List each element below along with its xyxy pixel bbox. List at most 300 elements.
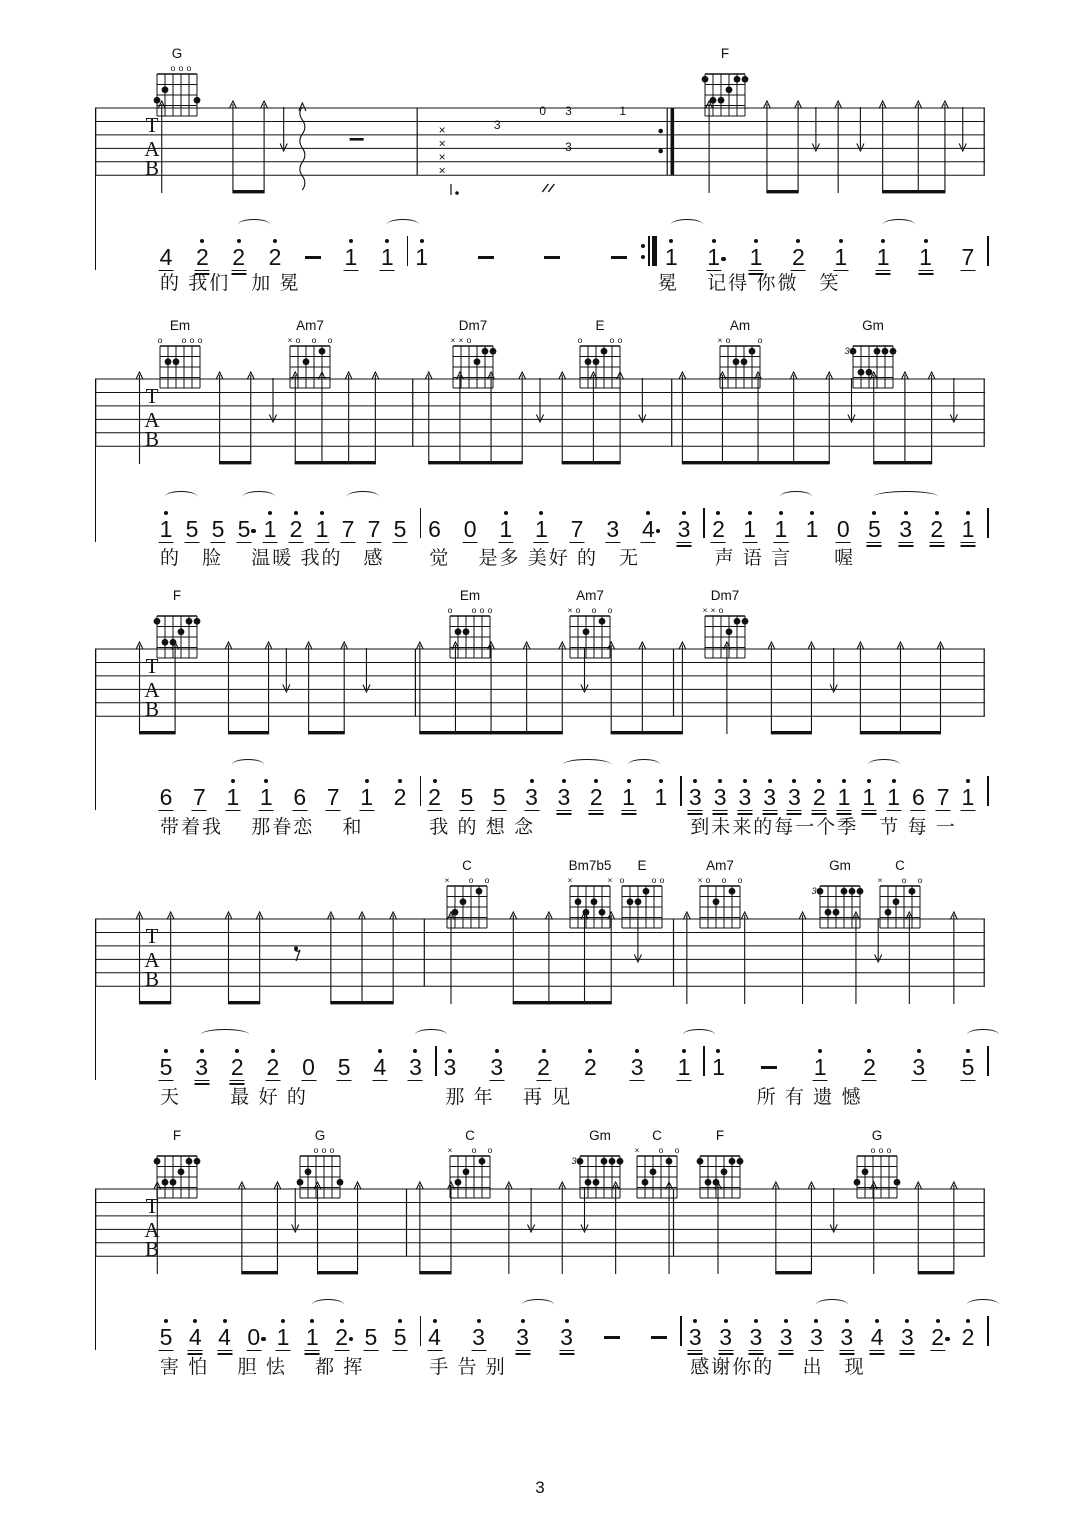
beam bbox=[758, 461, 795, 464]
beam bbox=[459, 461, 491, 464]
note-digit: 7 bbox=[570, 516, 584, 542]
jianpu-note bbox=[195, 1042, 208, 1078]
note-digit: 3 bbox=[810, 1324, 823, 1350]
note-digit: 1 bbox=[159, 516, 173, 542]
jianpu-note bbox=[937, 772, 950, 808]
jianpu-note bbox=[738, 772, 751, 808]
note-digit: 5 bbox=[460, 784, 474, 810]
octave-dot bbox=[273, 239, 277, 243]
tab-staff bbox=[95, 369, 985, 475]
note-digit: 2 bbox=[812, 784, 826, 810]
jianpu-note bbox=[810, 1312, 823, 1348]
chord-label: C bbox=[894, 858, 905, 873]
note-digit: 1 bbox=[961, 516, 975, 542]
jianpu-note bbox=[774, 504, 787, 540]
octave-dot bbox=[235, 1049, 239, 1053]
note-digit: 1 bbox=[415, 244, 429, 270]
augmentation-dot bbox=[721, 257, 726, 262]
jianpu-note bbox=[862, 772, 875, 808]
jianpu-note bbox=[750, 1312, 763, 1348]
jianpu-note bbox=[877, 232, 890, 268]
note-digit: 3 bbox=[525, 784, 538, 810]
tie-arc bbox=[165, 491, 197, 502]
fret-position-label: 3 bbox=[571, 1156, 577, 1166]
jianpu-note bbox=[238, 504, 251, 540]
augmentation-dot bbox=[945, 1337, 950, 1342]
octave-dot bbox=[748, 511, 752, 515]
lyrics-measure: 手 告 别 bbox=[429, 1357, 507, 1378]
jianpu-note bbox=[642, 504, 655, 540]
tab-staff bbox=[95, 639, 985, 745]
beam bbox=[548, 1001, 585, 1004]
tab-letter-b: B bbox=[144, 697, 160, 721]
tie-arc bbox=[628, 759, 660, 770]
note-digit: 6 bbox=[911, 784, 925, 810]
jianpu-note bbox=[160, 232, 173, 268]
open-string-marker: o bbox=[487, 1145, 493, 1155]
note-digit: 1 bbox=[862, 784, 876, 810]
chord-label: E bbox=[637, 858, 647, 873]
note-digit: 4 bbox=[641, 516, 655, 542]
dash-extension bbox=[611, 256, 627, 259]
octave-dot bbox=[530, 779, 534, 783]
tie-arc bbox=[967, 1029, 999, 1040]
tab-staff bbox=[95, 1179, 985, 1285]
finger-dot bbox=[161, 86, 168, 93]
jianpu-note bbox=[712, 1042, 725, 1078]
octave-dot bbox=[784, 1319, 788, 1323]
chord-label: Em bbox=[459, 588, 480, 603]
jianpu-note bbox=[604, 1312, 620, 1348]
beam bbox=[771, 731, 812, 734]
jianpu-note bbox=[544, 232, 560, 268]
jianpu-note bbox=[571, 504, 584, 540]
note-digit: 6 bbox=[293, 784, 307, 810]
open-string-marker: o bbox=[329, 1145, 335, 1155]
note-digit: 2 bbox=[428, 784, 441, 810]
open-string-marker: o bbox=[757, 335, 763, 345]
muted-string-marker: × bbox=[702, 605, 708, 615]
chord-label: Am bbox=[730, 318, 751, 333]
jianpu-note bbox=[415, 232, 428, 268]
jianpu-note bbox=[838, 772, 851, 808]
finger-dot bbox=[177, 628, 184, 635]
jianpu-note bbox=[394, 772, 407, 808]
tab-letter-b: B bbox=[144, 1237, 160, 1261]
note-digit: 2 bbox=[791, 244, 805, 270]
note-digit: 2 bbox=[266, 1054, 280, 1080]
octave-dot bbox=[693, 1319, 697, 1323]
finger-dot bbox=[741, 358, 748, 365]
note-digit: 1 bbox=[360, 784, 374, 810]
finger-dot bbox=[305, 1168, 312, 1175]
note-digit: 1 bbox=[749, 244, 763, 270]
lyrics-measure: 声 语 言 喔 bbox=[714, 548, 856, 569]
octave-dot bbox=[904, 511, 908, 515]
jianpu-measure bbox=[438, 1038, 703, 1078]
lyrics-line bbox=[150, 1082, 990, 1109]
note-digit: 3 bbox=[900, 1324, 914, 1350]
beam bbox=[219, 461, 251, 464]
jianpu-line bbox=[150, 500, 990, 540]
jianpu-note bbox=[368, 504, 381, 540]
beam bbox=[793, 461, 830, 464]
repeat-barline bbox=[671, 108, 675, 175]
open-string-marker: o bbox=[651, 875, 657, 885]
note-digit: 4 bbox=[188, 1324, 202, 1350]
finger-dot bbox=[720, 1168, 727, 1175]
jianpu-note bbox=[962, 504, 975, 540]
beam bbox=[918, 190, 946, 193]
jianpu-note bbox=[306, 1312, 319, 1348]
jianpu-note bbox=[665, 232, 678, 268]
octave-dot bbox=[164, 1049, 168, 1053]
octave-dot bbox=[542, 1049, 546, 1053]
octave-dot bbox=[682, 511, 686, 515]
open-string-marker: o bbox=[313, 1145, 319, 1155]
jianpu-note bbox=[160, 1312, 173, 1348]
jianpu-note bbox=[930, 504, 943, 540]
jianpu-note bbox=[260, 772, 273, 808]
octave-dot bbox=[562, 779, 566, 783]
jianpu-note bbox=[277, 1312, 290, 1348]
finger-dot bbox=[635, 898, 642, 905]
note-digit: 3 bbox=[409, 1054, 422, 1080]
jianpu-note bbox=[189, 1312, 202, 1348]
chord-label: Am7 bbox=[575, 588, 604, 603]
octave-dot bbox=[164, 1319, 168, 1323]
jianpu-measure bbox=[154, 768, 419, 808]
note-digit: 1 bbox=[837, 784, 851, 810]
jianpu-note bbox=[269, 232, 282, 268]
note-digit: 5 bbox=[237, 516, 251, 542]
jianpu-note bbox=[714, 772, 727, 808]
open-string-marker: o bbox=[178, 63, 184, 73]
jianpu-note bbox=[901, 1312, 914, 1348]
finger-dot bbox=[590, 898, 597, 905]
jianpu-note bbox=[212, 504, 225, 540]
finger-dot bbox=[892, 898, 899, 905]
chord-label: Gm bbox=[588, 1128, 611, 1143]
open-string-marker: o bbox=[479, 605, 485, 615]
jianpu-note bbox=[899, 504, 912, 540]
open-string-marker: o bbox=[725, 335, 731, 345]
jianpu-measure bbox=[422, 500, 702, 540]
octave-dot bbox=[872, 511, 876, 515]
note-digit: 5 bbox=[185, 516, 199, 542]
finger-dot bbox=[490, 348, 497, 355]
note-digit: 3 bbox=[195, 1054, 209, 1080]
note-digit: 2 bbox=[931, 1324, 945, 1350]
open-string-marker: o bbox=[619, 875, 625, 885]
jianpu-note bbox=[342, 504, 355, 540]
jianpu-note bbox=[305, 232, 321, 268]
jianpu-note bbox=[460, 772, 473, 808]
finger-dot bbox=[173, 358, 180, 365]
open-string-marker: o bbox=[447, 605, 453, 615]
measure-barline bbox=[407, 236, 409, 266]
jianpu-note bbox=[689, 1312, 702, 1348]
jianpu-note bbox=[267, 1042, 280, 1078]
jianpu-note bbox=[499, 504, 512, 540]
muted-string-marker: × bbox=[567, 605, 573, 615]
octave-dot bbox=[892, 779, 896, 783]
beam bbox=[362, 1001, 394, 1004]
note-digit: 5 bbox=[393, 516, 407, 542]
note-digit: 1 bbox=[344, 244, 358, 270]
jianpu-note bbox=[887, 772, 900, 808]
tab-number: 3 bbox=[493, 118, 501, 132]
note-digit: 1 bbox=[805, 516, 819, 542]
octave-dot bbox=[693, 779, 697, 783]
note-digit: 1 bbox=[259, 784, 273, 810]
note-digit: 5 bbox=[159, 1324, 173, 1350]
tab-number: × bbox=[438, 136, 446, 151]
measure-barline bbox=[420, 508, 422, 538]
finger-dot bbox=[460, 898, 467, 905]
octave-dot bbox=[754, 1319, 758, 1323]
open-string-marker: o bbox=[575, 605, 581, 615]
note-digit: 1 bbox=[743, 516, 757, 542]
finger-dot bbox=[185, 618, 192, 625]
octave-dot bbox=[839, 239, 843, 243]
note-digit: 3 bbox=[630, 1054, 644, 1080]
jianpu-note bbox=[806, 504, 819, 540]
muted-string-marker: × bbox=[697, 875, 703, 885]
note-digit: 1 bbox=[677, 1054, 691, 1080]
beam bbox=[139, 1001, 171, 1004]
octave-dot bbox=[867, 1049, 871, 1053]
note-digit: 1 bbox=[276, 1324, 290, 1350]
tie-arc bbox=[387, 219, 419, 230]
octave-dot bbox=[365, 779, 369, 783]
muted-string-marker: × bbox=[447, 1145, 453, 1155]
note-digit: 1 bbox=[226, 784, 240, 810]
jianpu-note bbox=[264, 504, 277, 540]
open-string-marker: o bbox=[186, 63, 192, 73]
finger-dot bbox=[193, 618, 200, 625]
jianpu-measure bbox=[422, 1308, 679, 1348]
note-digit: 1 bbox=[380, 244, 394, 270]
beam bbox=[491, 461, 523, 464]
octave-dot bbox=[669, 239, 673, 243]
jianpu-measure bbox=[154, 1038, 434, 1078]
note-digit: 5 bbox=[961, 1054, 975, 1080]
finger-dot bbox=[600, 348, 607, 355]
finger-dot bbox=[702, 76, 709, 83]
finger-dot bbox=[728, 888, 735, 895]
beam bbox=[321, 461, 349, 464]
finger-dot bbox=[889, 348, 896, 355]
beam bbox=[918, 1271, 955, 1274]
lyrics-measure: 冕 记得 你微 笑 bbox=[657, 273, 841, 294]
jianpu-note bbox=[590, 772, 603, 808]
tie-arc bbox=[874, 491, 938, 502]
jianpu-note bbox=[338, 1042, 351, 1078]
beam bbox=[317, 1271, 358, 1274]
finger-dot bbox=[742, 76, 749, 83]
octave-dot bbox=[495, 1049, 499, 1053]
octave-dot bbox=[814, 1319, 818, 1323]
note-digit: 3 bbox=[560, 1324, 573, 1350]
finger-dot bbox=[643, 888, 650, 895]
beam bbox=[139, 731, 176, 734]
open-string-marker: o bbox=[591, 605, 597, 615]
note-digit: 7 bbox=[961, 244, 975, 270]
octave-dot bbox=[539, 511, 543, 515]
octave-dot bbox=[845, 1319, 849, 1323]
lyrics-measure: 带着我 那眷恋 和 bbox=[160, 817, 364, 838]
octave-dot bbox=[231, 779, 235, 783]
open-string-marker: o bbox=[198, 335, 203, 345]
note-digit: 2 bbox=[393, 784, 407, 810]
open-string-marker: o bbox=[328, 335, 333, 345]
tie-arc bbox=[563, 759, 611, 770]
jianpu-note bbox=[160, 1042, 173, 1078]
tab-number: × bbox=[438, 150, 446, 164]
finger-dot bbox=[185, 1158, 192, 1165]
note-digit: 5 bbox=[337, 1054, 351, 1080]
tie-arc bbox=[671, 219, 703, 230]
note-digit: 1 bbox=[622, 784, 635, 810]
chord-label: Em bbox=[170, 318, 191, 333]
note-digit: 1 bbox=[535, 516, 548, 542]
jianpu-note bbox=[364, 1312, 377, 1348]
note-digit: 2 bbox=[863, 1054, 876, 1080]
finger-dot bbox=[736, 1158, 743, 1165]
octave-dot bbox=[268, 511, 272, 515]
note-digit: 3 bbox=[899, 516, 912, 542]
jianpu-note bbox=[763, 772, 776, 808]
note-digit: 1 bbox=[961, 784, 975, 810]
muted-string-marker: × bbox=[717, 335, 723, 345]
tab-letter-a: A bbox=[144, 137, 160, 161]
octave-dot bbox=[743, 779, 747, 783]
finger-dot bbox=[849, 348, 856, 355]
note-digit: 4 bbox=[218, 1324, 231, 1350]
note-digit: 1 bbox=[813, 1054, 827, 1080]
tab-letter-t: T bbox=[145, 1194, 159, 1218]
repeat-sign bbox=[641, 236, 657, 266]
tab-letter-t: T bbox=[145, 924, 159, 948]
note-digit: 3 bbox=[713, 784, 727, 810]
note-digit: 4 bbox=[159, 244, 173, 270]
jianpu-note bbox=[381, 232, 394, 268]
tie-arc bbox=[868, 759, 900, 770]
chord-label: F bbox=[172, 1128, 181, 1143]
note-digit: 7 bbox=[193, 784, 206, 810]
octave-dot bbox=[716, 1049, 720, 1053]
note-digit: 5 bbox=[159, 1054, 173, 1080]
tab-number: × bbox=[438, 123, 446, 137]
measure-barline bbox=[987, 236, 989, 266]
note-digit: 2 bbox=[930, 516, 944, 542]
note-digit: 3 bbox=[688, 784, 702, 810]
beam bbox=[419, 1271, 451, 1274]
tab-letter-t: T bbox=[145, 654, 159, 678]
finger-dot bbox=[476, 888, 483, 895]
lyrics-measure: 到未来的每一个季 节 每 一 bbox=[690, 817, 957, 838]
finger-dot bbox=[474, 358, 481, 365]
lyrics-line bbox=[150, 1352, 990, 1379]
finger-dot bbox=[592, 358, 599, 365]
finger-dot bbox=[873, 348, 880, 355]
note-digit: 7 bbox=[367, 516, 381, 542]
tie-arc bbox=[415, 1029, 447, 1040]
dash-extension bbox=[651, 1336, 667, 1339]
open-string-marker: o bbox=[484, 875, 490, 885]
note-digit: 1 bbox=[707, 244, 720, 270]
note-digit: 0 bbox=[247, 1324, 261, 1350]
beam bbox=[593, 461, 621, 464]
note-digit: 4 bbox=[870, 1324, 884, 1350]
tab-letter-b: B bbox=[144, 156, 160, 180]
note-digit: 3 bbox=[606, 516, 620, 542]
note-digit: 2 bbox=[583, 1054, 597, 1080]
tab-number: 3 bbox=[565, 140, 572, 154]
jianpu-note bbox=[707, 232, 720, 268]
jianpu-note bbox=[792, 232, 805, 268]
note-digit: 6 bbox=[428, 516, 441, 542]
dash-extension bbox=[544, 256, 560, 259]
note-digit: 3 bbox=[516, 1324, 529, 1350]
octave-dot bbox=[966, 779, 970, 783]
tie-arc bbox=[201, 1029, 249, 1040]
finger-dot bbox=[665, 1158, 672, 1165]
note-digit: 0 bbox=[836, 516, 850, 542]
lyrics-measure: 天 最 好 的 bbox=[160, 1087, 308, 1108]
octave-dot bbox=[682, 1049, 686, 1053]
finger-dot bbox=[733, 358, 740, 365]
jianpu-note bbox=[780, 1312, 793, 1348]
tie-arc bbox=[967, 1299, 999, 1310]
jianpu-note bbox=[788, 772, 801, 808]
note-digit: 3 bbox=[779, 1324, 793, 1350]
muted-string-marker: × bbox=[444, 875, 450, 885]
finger-dot bbox=[576, 1158, 583, 1165]
chord-label: E bbox=[595, 318, 605, 333]
finger-dot bbox=[303, 358, 310, 365]
jianpu-note bbox=[535, 504, 548, 540]
octave-dot bbox=[716, 511, 720, 515]
dash-extension bbox=[761, 1066, 777, 1069]
measure-barline bbox=[987, 508, 989, 538]
open-string-marker: o bbox=[182, 335, 187, 345]
beam bbox=[228, 1001, 260, 1004]
muted-string-marker: × bbox=[567, 875, 573, 885]
octave-dot bbox=[768, 779, 772, 783]
octave-dot bbox=[875, 1319, 879, 1323]
open-string-marker: o bbox=[659, 875, 665, 885]
open-string-marker: o bbox=[468, 875, 474, 885]
note-digit: 1 bbox=[315, 516, 329, 542]
jianpu-note bbox=[919, 232, 932, 268]
tie-arc bbox=[232, 759, 264, 770]
jianpu-note bbox=[871, 1312, 884, 1348]
note-digit: 4 bbox=[373, 1054, 387, 1080]
open-string-marker: o bbox=[321, 1145, 327, 1155]
open-string-marker: o bbox=[487, 605, 493, 615]
tie-arc bbox=[238, 219, 270, 230]
open-string-marker: o bbox=[901, 875, 906, 885]
note-digit: 1 bbox=[834, 244, 848, 270]
octave-dot bbox=[635, 1049, 639, 1053]
note-digit: 3 bbox=[738, 784, 752, 810]
finger-dot bbox=[849, 888, 856, 895]
octave-dot bbox=[718, 779, 722, 783]
note-digit: 1 bbox=[919, 244, 932, 270]
page-number: 3 bbox=[535, 1478, 545, 1497]
